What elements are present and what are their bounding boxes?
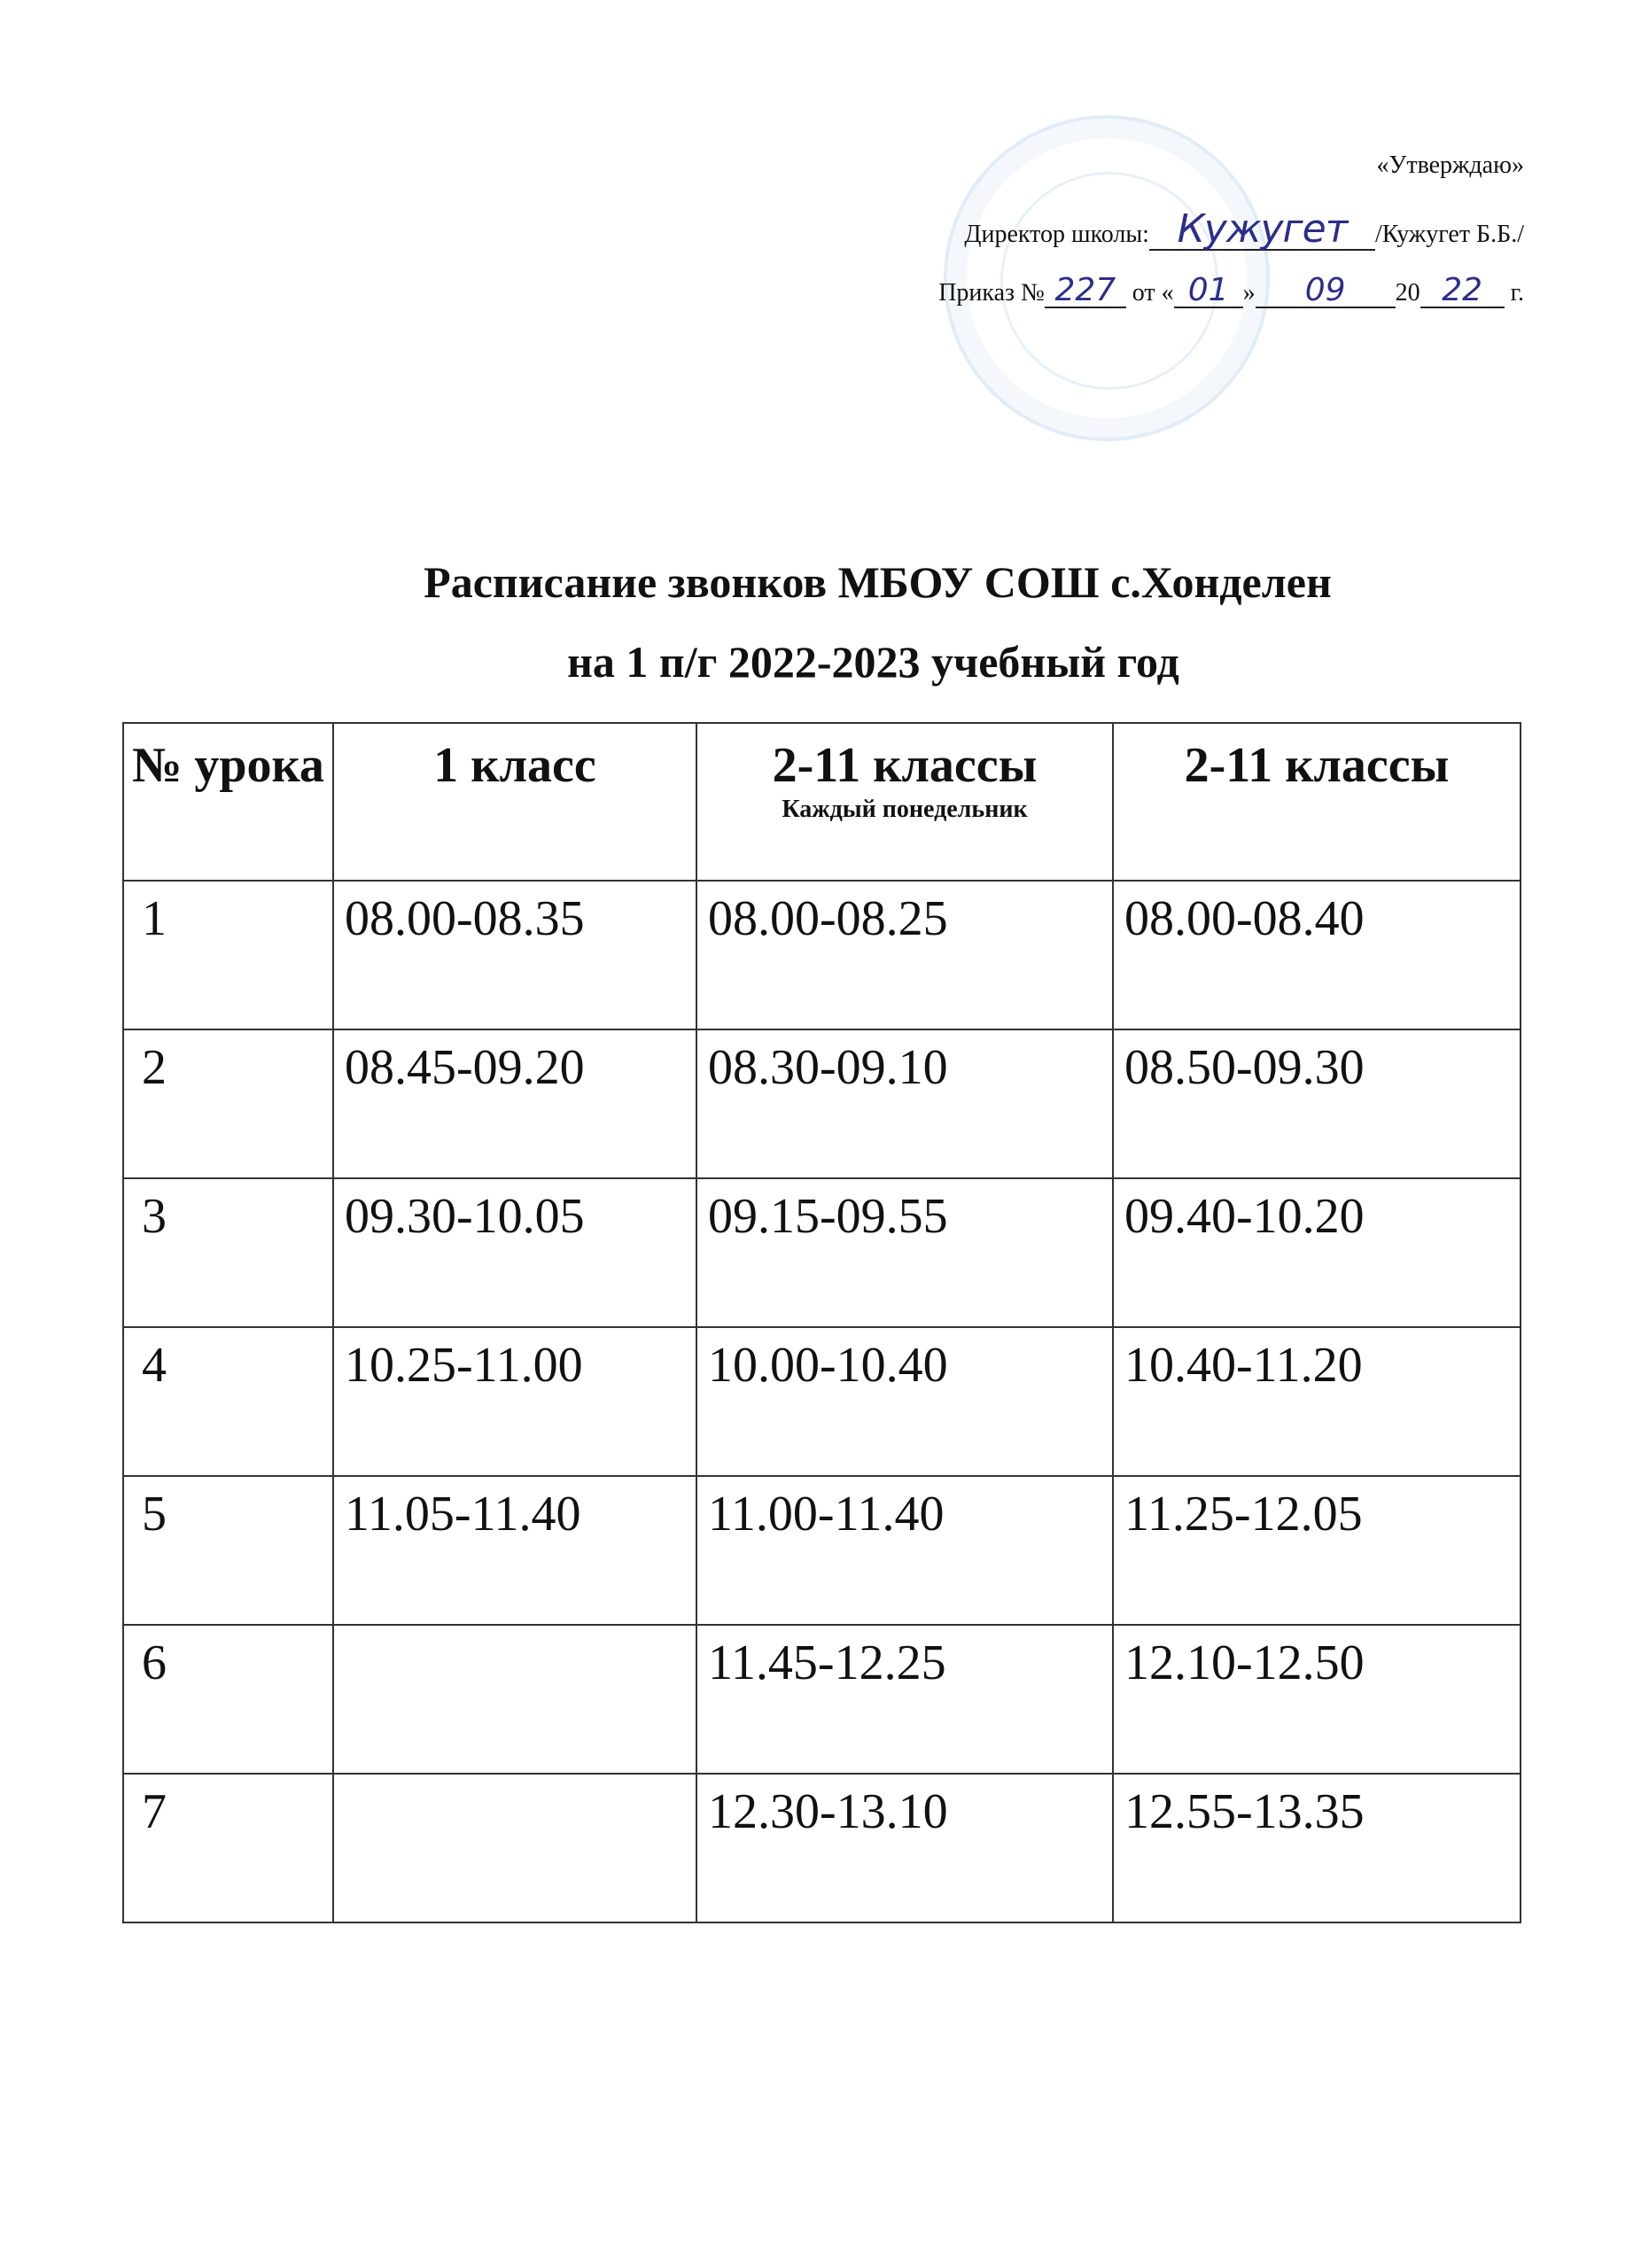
order-month: 09 [1256,275,1396,308]
header-grades-2-11: 2-11 классы [1113,723,1521,881]
table-row [123,1774,1521,1922]
table-row [123,1476,1521,1625]
grade-1-time: 08.45-09.20 [333,1029,696,1178]
order-year: 22 [1420,275,1505,308]
header-lesson-number: № урока [123,723,333,881]
grades-2-11-monday-time: 10.00-10.40 [696,1327,1113,1476]
director-label: Директор школы: [964,221,1149,248]
grades-2-11-monday-time: 12.30-13.10 [696,1774,1113,1922]
grades-2-11-time: 08.00-08.40 [1113,881,1521,1029]
grades-2-11-monday-time: 09.15-09.55 [696,1178,1113,1327]
grades-2-11-time: 11.25-12.05 [1113,1476,1521,1625]
approval-header: «Утверждаю» [1376,151,1524,179]
grade-1-time: 08.00-08.35 [333,881,696,1029]
table-row [123,881,1521,1029]
grades-2-11-time: 08.50-09.30 [1113,1029,1521,1178]
grade-1-time [333,1774,696,1922]
grades-2-11-monday-time: 08.30-09.10 [696,1029,1113,1178]
order-from: от « [1132,279,1174,307]
order-label: Приказ № [938,279,1045,307]
lesson-number: 3 [123,1178,333,1327]
lesson-number: 6 [123,1625,333,1774]
grades-2-11-time: 10.40-11.20 [1113,1327,1521,1476]
director-signature: Кужугет [1149,210,1375,251]
header-grade-1: 1 класс [333,723,696,881]
table-row [123,1327,1521,1476]
lesson-number: 7 [123,1774,333,1922]
order-day: 01 [1174,275,1243,308]
grade-1-time: 10.25-11.00 [333,1327,696,1476]
table-row [123,1178,1521,1327]
lesson-number: 4 [123,1327,333,1476]
order-year-suffix: г. [1510,279,1524,307]
lesson-number: 2 [123,1029,333,1178]
table-row [123,1029,1521,1178]
table-row [123,1625,1521,1774]
header-grades-2-11-monday: 2-11 классы Каждый понедельник [696,723,1113,881]
bell-schedule-table [122,722,1521,1923]
grades-2-11-monday-time: 08.00-08.25 [696,881,1113,1029]
grades-2-11-time: 12.10-12.50 [1113,1625,1521,1774]
order-year-prefix: 20 [1395,279,1420,307]
grades-2-11-time: 09.40-10.20 [1113,1178,1521,1327]
table-header-row [123,723,1521,881]
order-quote-close: » [1242,279,1256,307]
director-line [964,206,1524,252]
grade-1-time: 09.30-10.05 [333,1178,696,1327]
order-number: 227 [1045,275,1126,308]
order-line [938,272,1524,308]
director-name: /Кужугет Б.Б./ [1374,221,1524,248]
grades-2-11-monday-time: 11.00-11.40 [696,1476,1113,1625]
grade-1-time: 11.05-11.40 [333,1476,696,1625]
header-monday-note: Каждый понедельник [782,795,1028,823]
lesson-number: 5 [123,1476,333,1625]
grades-2-11-monday-time: 11.45-12.25 [696,1625,1113,1774]
lesson-number: 1 [123,881,333,1029]
grade-1-time [333,1625,696,1774]
grades-2-11-time: 12.55-13.35 [1113,1774,1521,1922]
page-subtitle: на 1 п/г 2022-2023 учебный год [567,637,1179,687]
page-title: Расписание звонков МБОУ СОШ с.Хонделен [424,557,1332,607]
